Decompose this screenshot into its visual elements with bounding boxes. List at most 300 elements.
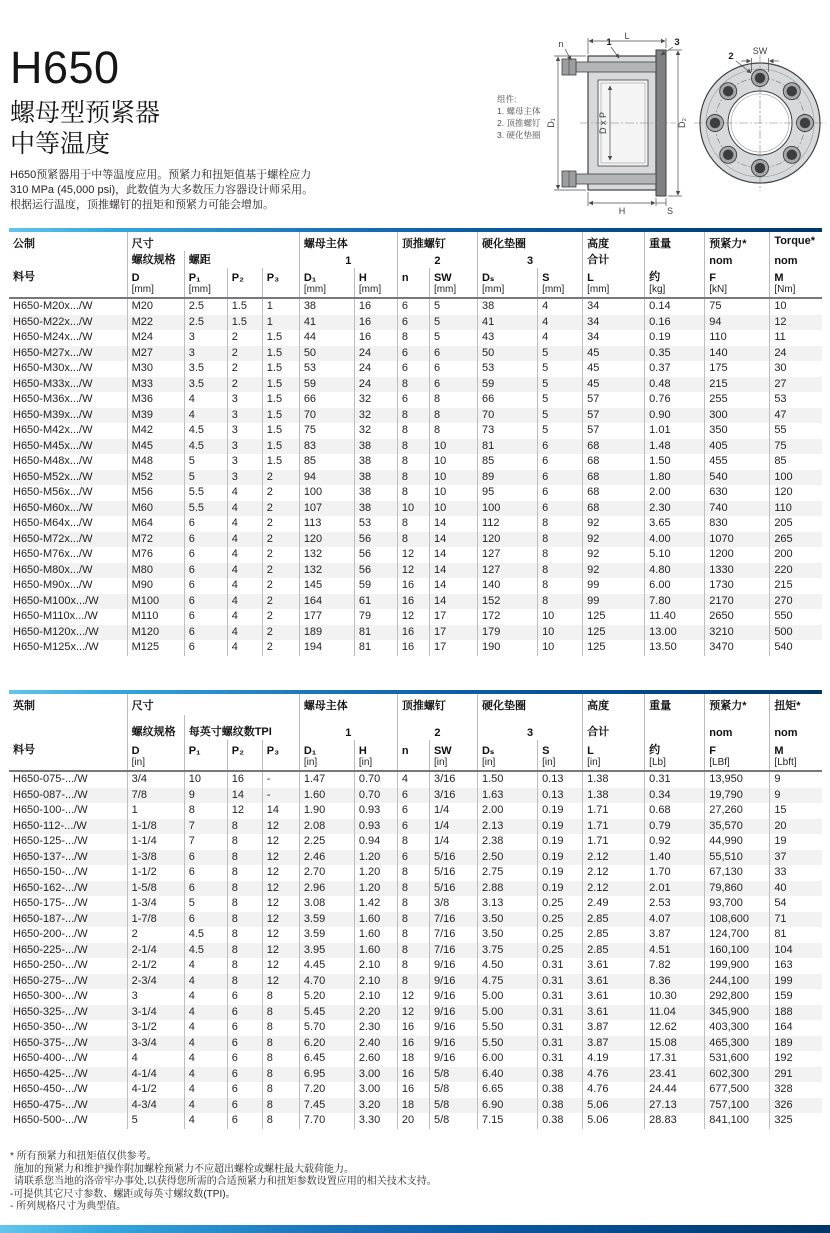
group-header-height: 高度 <box>583 694 645 715</box>
value-cell: 4.76 <box>583 1067 645 1083</box>
value-cell: 757,100 <box>705 1098 770 1114</box>
value-cell: 2.30 <box>354 1020 397 1036</box>
value-cell: 6 <box>429 377 477 393</box>
value-cell: 19 <box>770 834 822 850</box>
value-cell: 85 <box>770 454 822 470</box>
value-cell: 1-5/8 <box>127 881 184 897</box>
value-cell: 7/16 <box>429 927 477 943</box>
part-number-cell: H650-M39x.../W <box>13 408 93 421</box>
value-cell: 179 <box>478 625 538 641</box>
value-cell: 8 <box>397 454 429 470</box>
value-cell: 5.00 <box>478 1005 538 1021</box>
intro-line: 根据运行温度，顶推螺钉的扭矩和预紧力可能会增加。 <box>10 199 274 211</box>
value-cell: 68 <box>583 501 645 517</box>
value-cell: 7.45 <box>299 1098 354 1114</box>
value-cell: 68 <box>583 439 645 455</box>
value-cell: 24.44 <box>645 1082 705 1098</box>
value-cell: 17 <box>429 625 477 641</box>
value-cell: 79 <box>354 609 397 625</box>
value-cell: 61 <box>354 594 397 610</box>
value-cell: 16 <box>397 1082 429 1098</box>
value-cell: 6 <box>397 346 429 362</box>
value-cell: 8 <box>227 896 262 912</box>
value-cell: 4-1/4 <box>127 1067 184 1083</box>
value-cell: 12 <box>262 834 299 850</box>
column-header: P₁ <box>184 268 227 284</box>
value-cell: 6 <box>397 392 429 408</box>
column-header: P₃ <box>262 740 299 757</box>
value-cell: 6 <box>184 640 227 656</box>
value-cell: 6 <box>397 850 429 866</box>
value-cell: 7.80 <box>645 594 705 610</box>
value-cell: 34 <box>583 315 645 331</box>
table-row <box>9 1036 822 1052</box>
value-cell: 5 <box>538 392 583 408</box>
value-cell: 2.25 <box>299 834 354 850</box>
part-number-cell: H650-M80x.../W <box>13 563 93 576</box>
value-cell: 5/8 <box>429 1113 477 1129</box>
value-cell: 56 <box>354 547 397 563</box>
value-cell: 92 <box>583 516 645 532</box>
value-cell: 4 <box>184 1082 227 1098</box>
value-cell: - <box>262 788 299 804</box>
value-cell: 30 <box>770 361 822 377</box>
value-cell: 677,500 <box>705 1082 770 1098</box>
column-header-part-number: 料号 <box>13 744 35 756</box>
technical-drawing <box>470 28 828 220</box>
part-number-cell: H650-M30x.../W <box>13 362 93 374</box>
group-header-nut-body: 螺母主体 <box>299 694 397 715</box>
group-header-washer: 硬化垫圈 <box>478 232 583 251</box>
part-number-cell: H650-150-.../W <box>13 866 88 878</box>
value-cell: 16 <box>354 315 397 331</box>
value-cell: 3.95 <box>299 943 354 959</box>
value-cell: 2.50 <box>478 850 538 866</box>
value-cell: 1.5 <box>262 454 299 470</box>
unit-cell <box>227 284 262 298</box>
value-cell: M42 <box>127 423 184 439</box>
value-cell: 12 <box>770 315 822 331</box>
value-cell: 220 <box>770 563 822 579</box>
value-cell: M30 <box>127 361 184 377</box>
value-cell: 175 <box>705 361 770 377</box>
value-cell: 8 <box>262 1005 299 1021</box>
table-row <box>9 377 822 393</box>
value-cell: 8 <box>227 974 262 990</box>
value-cell: 38 <box>354 454 397 470</box>
value-cell: 0.93 <box>354 819 397 835</box>
unit-cell: [in] <box>299 757 354 771</box>
value-cell: 5 <box>538 408 583 424</box>
column-header: SW <box>429 740 477 757</box>
table-row <box>9 454 822 470</box>
value-cell: 8 <box>227 819 262 835</box>
value-cell: 0.92 <box>645 834 705 850</box>
value-cell: 190 <box>478 640 538 656</box>
value-cell: 5 <box>429 330 477 346</box>
value-cell: 94 <box>299 470 354 486</box>
value-cell: 1.48 <box>645 439 705 455</box>
value-cell: 2.13 <box>478 819 538 835</box>
table-row <box>9 896 822 912</box>
value-cell: 841,100 <box>705 1113 770 1129</box>
value-cell: 5 <box>184 454 227 470</box>
value-cell: 35,570 <box>705 819 770 835</box>
value-cell: 55,510 <box>705 850 770 866</box>
value-cell: 1.60 <box>354 927 397 943</box>
part-number-cell: H650-M76x.../W <box>13 548 93 560</box>
value-cell: 0.68 <box>645 803 705 819</box>
value-cell: 8 <box>397 516 429 532</box>
table-row <box>9 1113 822 1129</box>
subheader-part3: 3 <box>478 251 583 268</box>
table-row <box>9 408 822 424</box>
value-cell: 23.41 <box>645 1067 705 1083</box>
column-header: 约 <box>645 740 705 757</box>
subheader-blank <box>645 251 705 268</box>
value-cell: 107 <box>299 501 354 517</box>
value-cell: 1.38 <box>583 771 645 788</box>
part-number-cell: H650-M20x.../W <box>13 300 93 312</box>
value-cell: 2.00 <box>478 803 538 819</box>
table-row <box>9 640 822 656</box>
value-cell: 4.76 <box>583 1082 645 1098</box>
column-header: H <box>354 268 397 284</box>
value-cell: 1.71 <box>583 803 645 819</box>
value-cell: 602,300 <box>705 1067 770 1083</box>
table-row <box>9 1098 822 1114</box>
value-cell: 4 <box>227 578 262 594</box>
value-cell: 4.50 <box>478 958 538 974</box>
value-cell: 3 <box>227 408 262 424</box>
value-cell: 37 <box>770 850 822 866</box>
value-cell: 3 <box>227 454 262 470</box>
value-cell: 0.37 <box>645 361 705 377</box>
value-cell: 4 <box>184 1113 227 1129</box>
value-cell: 6 <box>184 532 227 548</box>
value-cell: 40 <box>770 881 822 897</box>
value-cell: 1.20 <box>354 881 397 897</box>
unit-cell: [mm] <box>429 284 477 298</box>
part-number-cell: H650-M64x.../W <box>13 517 93 529</box>
value-cell: 38 <box>354 470 397 486</box>
intro-line: H650预紧器用于中等温度应用。预紧力和扭矩值基于螺栓应力 <box>10 169 312 181</box>
value-cell: 3.59 <box>299 927 354 943</box>
value-cell: 1.5 <box>262 439 299 455</box>
table-row <box>9 834 822 850</box>
value-cell: 12 <box>397 609 429 625</box>
value-cell: 2 <box>262 470 299 486</box>
part-number-cell: H650-225-.../W <box>13 943 88 956</box>
value-cell: 17.31 <box>645 1051 705 1067</box>
value-cell: 1.40 <box>645 850 705 866</box>
value-cell: 0.93 <box>354 803 397 819</box>
value-cell: 14 <box>429 532 477 548</box>
unit-cell: [mm] <box>127 284 184 298</box>
dim-label-S: S <box>666 206 674 216</box>
value-cell: 56 <box>354 563 397 579</box>
front-view <box>694 55 826 191</box>
value-cell: 4.51 <box>645 943 705 959</box>
value-cell: 140 <box>705 346 770 362</box>
part-number-cell: H650-125-.../W <box>13 835 88 847</box>
value-cell: 1-1/4 <box>127 834 184 850</box>
value-cell: 540 <box>705 470 770 486</box>
value-cell: 160,100 <box>705 943 770 959</box>
value-cell: 205 <box>770 516 822 532</box>
value-cell: 1.60 <box>354 912 397 928</box>
value-cell: 81 <box>478 439 538 455</box>
value-cell: 3.20 <box>354 1098 397 1114</box>
value-cell: 4 <box>227 625 262 641</box>
value-cell: 1.90 <box>299 803 354 819</box>
value-cell: 12 <box>397 1005 429 1021</box>
value-cell: 0.31 <box>538 1051 583 1067</box>
value-cell: 7 <box>184 819 227 835</box>
column-header: P₂ <box>227 740 262 757</box>
value-cell: 6 <box>227 1098 262 1114</box>
value-cell: 17 <box>429 640 477 656</box>
value-cell: 5/16 <box>429 865 477 881</box>
value-cell: 16 <box>227 771 262 788</box>
value-cell: 8 <box>227 927 262 943</box>
part-number-cell: H650-250-.../W <box>13 959 88 971</box>
value-cell: 200 <box>770 547 822 563</box>
value-cell: 100 <box>478 501 538 517</box>
dim-label-H: H <box>618 206 626 216</box>
value-cell: 4 <box>127 1051 184 1067</box>
value-cell: 152 <box>478 594 538 610</box>
value-cell: 3 <box>127 989 184 1005</box>
value-cell: 4 <box>227 532 262 548</box>
metric-table <box>9 232 822 656</box>
part-number-cell: H650-162-.../W <box>13 881 88 894</box>
value-cell: 41 <box>478 315 538 331</box>
value-cell: 68 <box>583 470 645 486</box>
value-cell: 2.20 <box>354 1005 397 1021</box>
part-callout-2: 2 <box>728 51 734 62</box>
value-cell: 4.45 <box>299 958 354 974</box>
imperial-table-body <box>9 771 822 1129</box>
value-cell: 16 <box>354 298 397 315</box>
value-cell: 3210 <box>705 625 770 641</box>
value-cell: 3.00 <box>354 1067 397 1083</box>
column-header: L <box>583 740 645 757</box>
value-cell: 4 <box>184 1067 227 1083</box>
value-cell: 3-1/4 <box>127 1005 184 1021</box>
value-cell: 0.35 <box>645 346 705 362</box>
value-cell: 3.61 <box>583 1005 645 1021</box>
value-cell: 8 <box>397 532 429 548</box>
value-cell: 57 <box>583 392 645 408</box>
value-cell: 3/16 <box>429 788 477 804</box>
value-cell: 5.70 <box>299 1020 354 1036</box>
value-cell: 740 <box>705 501 770 517</box>
value-cell: 7.70 <box>299 1113 354 1129</box>
value-cell: 24 <box>354 361 397 377</box>
value-cell: 291 <box>770 1067 822 1083</box>
value-cell: 3.50 <box>478 912 538 928</box>
value-cell: 8 <box>397 439 429 455</box>
part-number-cell: H650-450-.../W <box>13 1083 88 1095</box>
value-cell: 5/8 <box>429 1098 477 1114</box>
value-cell: 3.87 <box>583 1036 645 1052</box>
value-cell: 1.5 <box>262 392 299 408</box>
value-cell: 2.12 <box>583 881 645 897</box>
value-cell: 2.12 <box>583 865 645 881</box>
group-header-jack-bolts: 顶推螺钉 <box>397 694 477 715</box>
table-row <box>9 788 822 804</box>
value-cell: M22 <box>127 315 184 331</box>
value-cell: 12 <box>397 989 429 1005</box>
value-cell: 10 <box>429 470 477 486</box>
value-cell: 16 <box>397 1020 429 1036</box>
value-cell: 2-3/4 <box>127 974 184 990</box>
side-view <box>562 50 676 196</box>
column-header: P₂ <box>227 268 262 284</box>
value-cell: 3.30 <box>354 1113 397 1129</box>
value-cell: 12 <box>262 881 299 897</box>
part-number-cell: H650-112-.../W <box>13 819 87 832</box>
value-cell: 5 <box>429 298 477 315</box>
column-header: D <box>127 268 184 284</box>
value-cell: 4 <box>227 640 262 656</box>
subheader-thread-spec: 螺纹规格 <box>127 251 184 268</box>
value-cell: 2.70 <box>299 865 354 881</box>
value-cell: 0.25 <box>538 912 583 928</box>
value-cell: 159 <box>770 989 822 1005</box>
value-cell: 8 <box>538 563 583 579</box>
group-header-weight: 重量 <box>645 232 705 251</box>
unit-cell: [kg] <box>645 284 705 298</box>
value-cell: 16 <box>397 594 429 610</box>
part-number-cell: H650-M27x.../W <box>13 346 93 359</box>
unit-cell: [in] <box>127 757 184 771</box>
value-cell: 5 <box>538 423 583 439</box>
value-cell: 34 <box>583 298 645 315</box>
value-cell: 6.00 <box>478 1051 538 1067</box>
value-cell: 85 <box>299 454 354 470</box>
value-cell: 326 <box>770 1098 822 1114</box>
value-cell: 4 <box>227 547 262 563</box>
value-cell: 0.31 <box>538 1020 583 1036</box>
value-cell: M27 <box>127 346 184 362</box>
part-number-cell: H650-325-.../W <box>13 1005 88 1018</box>
value-cell: 50 <box>478 346 538 362</box>
value-cell: 7.20 <box>299 1082 354 1098</box>
subheader-part2: 2 <box>397 715 477 740</box>
value-cell: 125 <box>583 640 645 656</box>
value-cell: 45 <box>583 377 645 393</box>
table-row <box>9 974 822 990</box>
value-cell: 16 <box>354 330 397 346</box>
value-cell: 6 <box>184 912 227 928</box>
value-cell: 12 <box>227 803 262 819</box>
value-cell: 8 <box>262 989 299 1005</box>
unit-cell: [in] <box>354 757 397 771</box>
value-cell: 6.90 <box>478 1098 538 1114</box>
value-cell: 59 <box>478 377 538 393</box>
value-cell: 1330 <box>705 563 770 579</box>
value-cell: 4 <box>184 958 227 974</box>
subheader-blank <box>645 715 705 740</box>
value-cell: 4 <box>227 516 262 532</box>
value-cell: 4.75 <box>478 974 538 990</box>
value-cell: 3-3/4 <box>127 1036 184 1052</box>
value-cell: 2 <box>262 501 299 517</box>
value-cell: 1 <box>262 315 299 331</box>
value-cell: 6 <box>184 850 227 866</box>
value-cell: 6 <box>184 516 227 532</box>
value-cell: 140 <box>478 578 538 594</box>
value-cell: 0.19 <box>645 330 705 346</box>
intro-line: 310 MPa (45,000 psi)，此数值为大多数压力容器设计师采用。 <box>10 184 314 196</box>
value-cell: 2.60 <box>354 1051 397 1067</box>
value-cell: 2 <box>262 485 299 501</box>
value-cell: 32 <box>354 392 397 408</box>
value-cell: 1-1/8 <box>127 819 184 835</box>
page-title: H650 <box>10 42 120 93</box>
unit-cell: [in] <box>478 757 538 771</box>
value-cell: 3 <box>227 439 262 455</box>
value-cell: 8 <box>397 485 429 501</box>
value-cell: 2.5 <box>184 298 227 315</box>
value-cell: 28.83 <box>645 1113 705 1129</box>
value-cell: 4 <box>397 771 429 788</box>
value-cell: M33 <box>127 377 184 393</box>
subheader-nom-m: nom <box>770 251 822 268</box>
value-cell: 455 <box>705 454 770 470</box>
value-cell: 2 <box>262 609 299 625</box>
value-cell: 1-3/8 <box>127 850 184 866</box>
value-cell: 2.85 <box>583 927 645 943</box>
value-cell: 5/8 <box>429 1082 477 1098</box>
part-number-cell: H650-275-.../W <box>13 974 88 987</box>
unit-cell: [mm] <box>299 284 354 298</box>
value-cell: 6 <box>227 1082 262 1098</box>
value-cell: 2 <box>262 563 299 579</box>
column-header: Dₛ <box>478 268 538 284</box>
value-cell: 2 <box>262 625 299 641</box>
value-cell: 79,860 <box>705 881 770 897</box>
value-cell: 5.00 <box>478 989 538 1005</box>
column-header: M <box>770 740 822 757</box>
value-cell: 8 <box>397 834 429 850</box>
value-cell: 44,990 <box>705 834 770 850</box>
value-cell: 15 <box>770 803 822 819</box>
dim-label-n: n <box>558 39 564 49</box>
value-cell: 2.10 <box>354 958 397 974</box>
value-cell: 2 <box>262 594 299 610</box>
value-cell: 6.40 <box>478 1067 538 1083</box>
value-cell: 55 <box>770 423 822 439</box>
value-cell: 8 <box>397 912 429 928</box>
table-row <box>9 1005 822 1021</box>
table-row <box>9 927 822 943</box>
value-cell: 1.42 <box>354 896 397 912</box>
value-cell: 16 <box>397 1036 429 1052</box>
value-cell: 16 <box>397 1067 429 1083</box>
value-cell: 5.06 <box>583 1098 645 1114</box>
value-cell: 3 <box>227 392 262 408</box>
value-cell: M20 <box>127 298 184 315</box>
unit-cell: [in] <box>429 757 477 771</box>
value-cell: 127 <box>478 563 538 579</box>
value-cell: 8 <box>429 408 477 424</box>
value-cell: 95 <box>478 485 538 501</box>
value-cell: 7/16 <box>429 943 477 959</box>
value-cell: 113 <box>299 516 354 532</box>
